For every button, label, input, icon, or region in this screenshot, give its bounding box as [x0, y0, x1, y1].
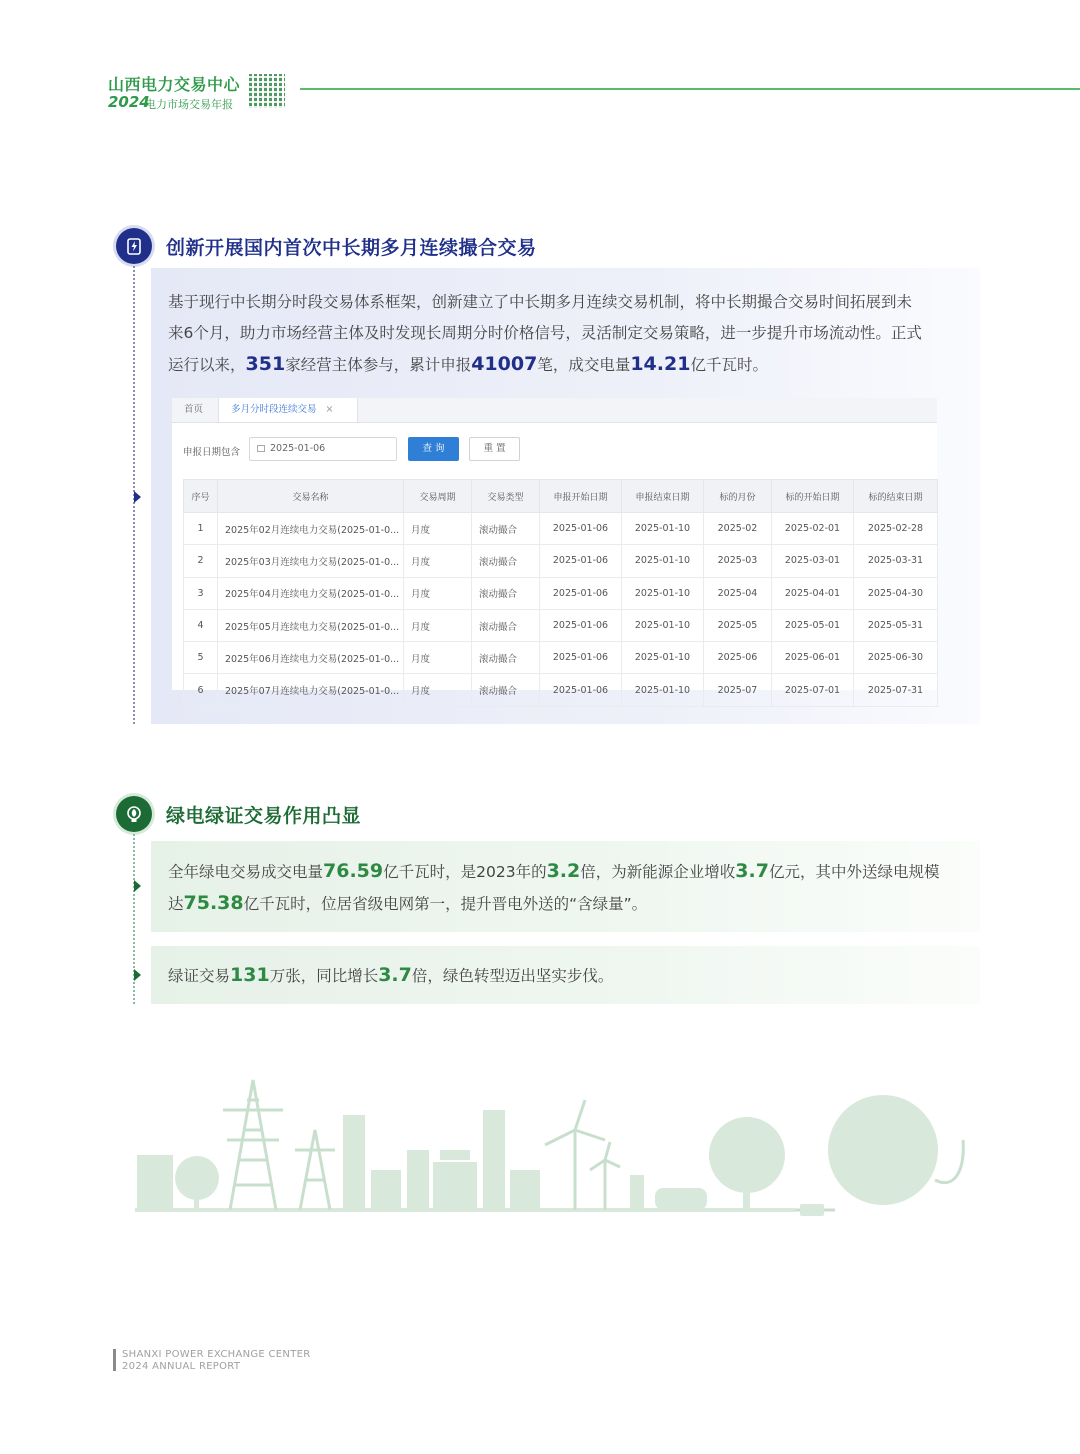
- cell: 2025-01-10: [622, 513, 704, 545]
- stat-cert-growth: 3.7: [378, 964, 412, 986]
- trades-table: [183, 479, 938, 707]
- gc-text-c: 倍，绿色转型迈出坚实步伐。: [411, 967, 614, 985]
- para-line-2: 来6个月，助力市场经营主体及时发现长周期分时价格信号，灵活制定交易策略，进一步提升市场流动性。正式: [168, 324, 922, 342]
- close-icon[interactable]: ×: [325, 404, 334, 415]
- green-power-paragraph: [168, 856, 973, 920]
- bolt-icon: [116, 228, 152, 264]
- cell: 2025-07-01: [772, 674, 854, 706]
- para-line-1: 基于现行中长期分时段交易体系框架，创新建立了中长期多月连续交易机制，将中长期撮合交易时间拓展到未: [168, 293, 913, 311]
- cell: 2025年07月连续电力交易(2025-01-0...: [218, 674, 404, 706]
- col-name: 交易名称: [218, 480, 404, 513]
- cell: 2025-01-10: [622, 545, 704, 577]
- header-divider: [300, 88, 1080, 90]
- cell: 2025-06-30: [854, 642, 938, 674]
- tab-bar: [172, 398, 937, 423]
- cell: 2025-05: [704, 609, 772, 641]
- header-title: 山西电力交易中心: [108, 75, 241, 94]
- cell: 2025-01-10: [622, 674, 704, 706]
- cell: 2025-01-10: [622, 609, 704, 641]
- cell: 月度: [404, 513, 472, 545]
- cell: 2025-01-06: [540, 577, 622, 609]
- cell: 6: [184, 674, 218, 706]
- cell: 滚动撮合: [472, 577, 540, 609]
- col-target-month: 标的月份: [704, 480, 772, 513]
- cell: 2025-01-06: [540, 642, 622, 674]
- cell: 滚动撮合: [472, 513, 540, 545]
- col-target-start: 标的开始日期: [772, 480, 854, 513]
- footer-line-1: SHANXI POWER EXCHANGE CENTER: [122, 1349, 311, 1360]
- table-row[interactable]: [184, 642, 938, 674]
- cell: 4: [184, 609, 218, 641]
- stat-volume: 14.21: [630, 353, 691, 375]
- timeline-arrow-icon: [134, 969, 141, 981]
- table-row[interactable]: [184, 545, 938, 577]
- cell: 2025-06: [704, 642, 772, 674]
- filter-label: 申报日期包含: [183, 447, 241, 458]
- cell: 月度: [404, 674, 472, 706]
- cell: 滚动撮合: [472, 674, 540, 706]
- cell: 5: [184, 642, 218, 674]
- stat-revenue: 3.7: [735, 860, 769, 882]
- cell: 月度: [404, 577, 472, 609]
- section-2-title: 绿电绿证交易作用凸显: [166, 805, 362, 827]
- col-period: 交易周期: [404, 480, 472, 513]
- timeline-arrow-icon: [134, 880, 141, 892]
- cell: 2025-01-06: [540, 545, 622, 577]
- col-target-end: 标的结束日期: [854, 480, 938, 513]
- cell: 2025-02-28: [854, 513, 938, 545]
- stat-certificates: 131: [230, 964, 270, 986]
- cell: 月度: [404, 545, 472, 577]
- gp-text-f: 亿千瓦时，位居省级电网第一，提升晋电外送的“含绿量”。: [243, 895, 648, 913]
- cell: 2025-03: [704, 545, 772, 577]
- footer-bar: [113, 1349, 116, 1371]
- gp-line-1: [168, 856, 973, 888]
- gp-text-d: 亿元，其中外送绿电规模: [768, 863, 940, 881]
- cell: 2025-02: [704, 513, 772, 545]
- cell: 2025-06-01: [772, 642, 854, 674]
- table-row[interactable]: [184, 577, 938, 609]
- cell: 2025年03月连续电力交易(2025-01-0...: [218, 545, 404, 577]
- table-header-row: [184, 480, 938, 513]
- section-1-title: 创新开展国内首次中长期多月连续撮合交易: [166, 237, 537, 259]
- cell: 2025-07-31: [854, 674, 938, 706]
- tab-multi-month-label: 多月分时段连续交易: [231, 404, 317, 415]
- col-type: 交易类型: [472, 480, 540, 513]
- table-row[interactable]: [184, 609, 938, 641]
- section-1-paragraph: [168, 287, 968, 381]
- tab-multi-month[interactable]: [218, 398, 358, 422]
- col-index: 序号: [184, 480, 218, 513]
- footer-line-2: 2024 ANNUAL REPORT: [122, 1361, 241, 1372]
- cell: 滚动撮合: [472, 609, 540, 641]
- cell: 2025-01-10: [622, 577, 704, 609]
- header-subtitle: 电力市场交易年报: [145, 98, 233, 111]
- cell: 2025-04: [704, 577, 772, 609]
- gp-text-b: 亿千瓦时，是2023年的: [383, 863, 547, 881]
- stat-bids: 41007: [471, 353, 538, 375]
- cell: 2025-01-06: [540, 674, 622, 706]
- cell: 2025-03-31: [854, 545, 938, 577]
- query-button[interactable]: 查 询: [408, 437, 459, 461]
- cell: 3: [184, 577, 218, 609]
- gp-line-2: [168, 888, 973, 920]
- cell: 2025-05-31: [854, 609, 938, 641]
- cell: 2025-01-06: [540, 513, 622, 545]
- cell: 月度: [404, 642, 472, 674]
- gp-text-e: 达: [168, 895, 184, 913]
- table-row[interactable]: [184, 674, 938, 706]
- cell: 1: [184, 513, 218, 545]
- cell: 滚动撮合: [472, 545, 540, 577]
- gp-text-c: 倍，为新能源企业增收: [580, 863, 736, 881]
- para-line-3-d: 亿千瓦时。: [690, 356, 768, 374]
- stat-entities: 351: [245, 353, 286, 375]
- para-line-3-a: 运行以来，: [168, 356, 246, 374]
- green-city-illustration: [135, 1070, 970, 1220]
- cell: 2: [184, 545, 218, 577]
- cell: 滚动撮合: [472, 642, 540, 674]
- stat-green-volume: 76.59: [323, 860, 384, 882]
- cell: 月度: [404, 609, 472, 641]
- cell: 2025-07: [704, 674, 772, 706]
- para-line-3-b: 家经营主体参与，累计申报: [285, 356, 472, 374]
- trading-system-screenshot: [172, 398, 937, 698]
- cell: 2025年02月连续电力交易(2025-01-0...: [218, 513, 404, 545]
- cell: 2025-01-10: [622, 642, 704, 674]
- reset-button[interactable]: 重 置: [469, 437, 520, 461]
- date-input-value: 2025-01-06: [270, 443, 326, 454]
- col-bid-end: 申报结束日期: [622, 480, 704, 513]
- col-bid-start: 申报开始日期: [540, 480, 622, 513]
- para-line-3: [168, 349, 968, 381]
- calendar-icon: [257, 445, 265, 452]
- gc-text-b: 万张，同比增长: [269, 967, 379, 985]
- stat-growth-multiple: 3.2: [546, 860, 581, 882]
- cell: 2025-02-01: [772, 513, 854, 545]
- stat-export-volume: 75.38: [183, 892, 244, 914]
- cell: 2025-01-06: [540, 609, 622, 641]
- gp-text-a: 全年绿电交易成交电量: [168, 863, 324, 881]
- cell: 2025-05-01: [772, 609, 854, 641]
- gc-text-a: 绿证交易: [168, 967, 231, 985]
- qr-code-icon: [249, 74, 285, 108]
- table-row[interactable]: [184, 513, 938, 545]
- tab-home[interactable]: 首页: [184, 404, 204, 415]
- header-year: 2024: [108, 93, 150, 111]
- leaf-bulb-icon: [116, 796, 152, 832]
- cell: 2025年05月连续电力交易(2025-01-0...: [218, 609, 404, 641]
- cell: 2025年06月连续电力交易(2025-01-0...: [218, 642, 404, 674]
- cell: 2025-04-30: [854, 577, 938, 609]
- green-cert-paragraph: [168, 960, 973, 992]
- cell: 2025-03-01: [772, 545, 854, 577]
- cell: 2025年04月连续电力交易(2025-01-0...: [218, 577, 404, 609]
- para-line-3-c: 笔，成交电量: [537, 356, 631, 374]
- timeline-arrow-icon: [134, 491, 141, 503]
- cell: 2025-04-01: [772, 577, 854, 609]
- date-input[interactable]: [249, 437, 397, 461]
